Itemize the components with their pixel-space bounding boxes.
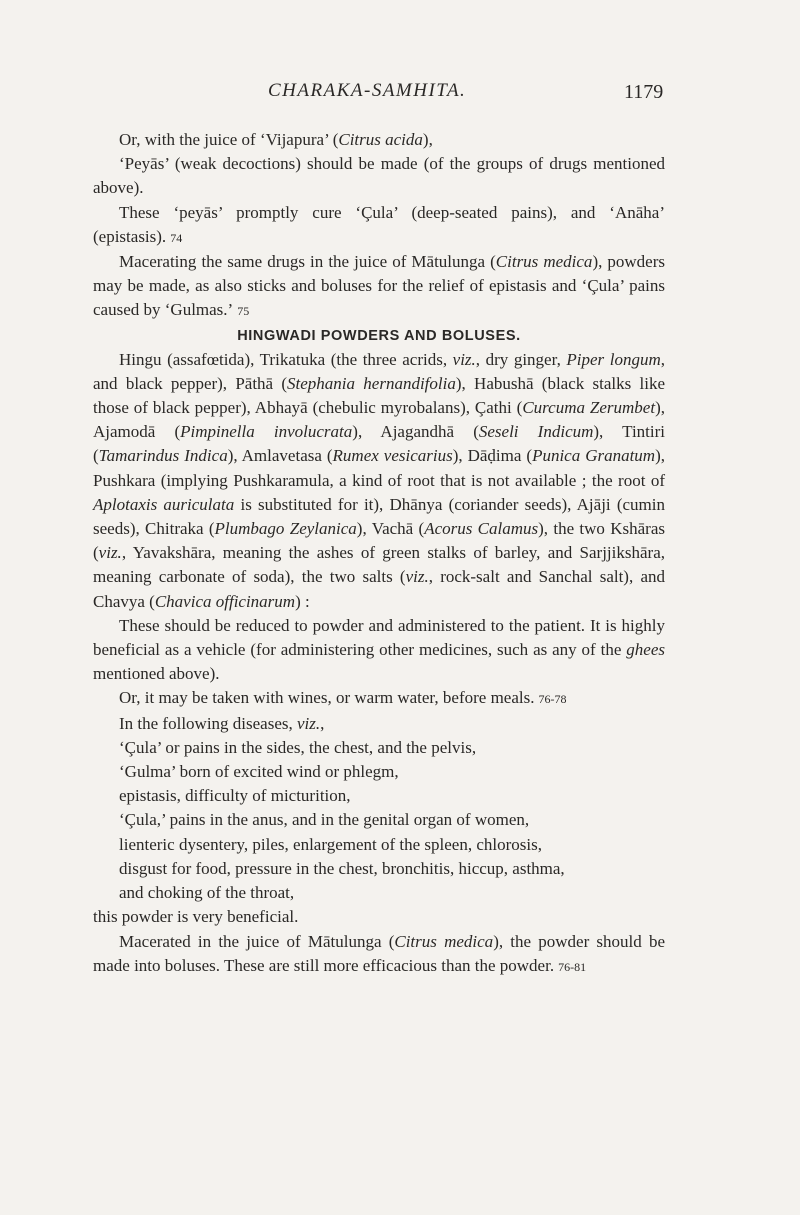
verse-number: 75 bbox=[237, 304, 250, 319]
paragraph: In the following diseases, viz., bbox=[119, 713, 325, 733]
paragraph: Hingu (assafœtida), Trikatuka (the three acrids, viz., dry ginger, Piper longum, and black pepper), Pāthā (Stephania hernandifolia), Habushā (black stalks like those of black pepper), Abhayā (chebulic myrobalans), Çathi (Curcuma Zerumbet), Ajamodā (Pimpinella involucrata), Ajagandhā (Seseli Indicum), Tintiri (Tamarindus Indica), Amlavetasa (Rumex vesicarius), Dāḍima (Punica Granatum), Pushkara (implying Pushkaramula, a kind of root that is not available ; the root of Aplotaxis auriculata is substituted for it), Dhānya (coriander seeds), Ajāji (cumin seeds), Chitraka (Plumbago Zeylanica), Vachā (Acorus Calamus), the two Kshāras (viz., Yavakshāra, meaning the ashes of green stalks of barley, and Sarjjikshāra, meaning carbonate of soda), the two salts (viz., rock-salt and Sanchal salt), and Chavya (Chavica officinarum) : bbox=[93, 349, 666, 611]
verse-line: and choking of the throat, bbox=[119, 883, 295, 903]
page-number: 1179 bbox=[624, 81, 664, 103]
paragraph: Or, with the juice of ‘Vijapura’ (Citrus acida), bbox=[119, 130, 433, 149]
page-header bbox=[0, 80, 800, 110]
verse-line: disgust for food, pressure in the chest, bronchitis, hiccup, asthma, bbox=[119, 858, 565, 878]
verse-line: ‘Çula’ or pains in the sides, the chest, and the pelvis, bbox=[119, 737, 477, 757]
verse-number: 76-78 bbox=[538, 692, 567, 707]
paragraph: Macerating the same drugs in the juice of Mātulunga (Citrus medica), powders may be made, as also sticks and boluses for the relief of epistasis and ‘Çula’ pains caused by ‘Gulmas.’ 75 bbox=[93, 252, 665, 320]
verse-line: ‘Çula,’ pains in the anus, and in the genital organ of women, bbox=[119, 810, 530, 830]
section-heading: HINGWADI POWDERS AND BOLUSES. bbox=[237, 327, 521, 344]
running-title: CHARAKA-SAMHITA. bbox=[268, 80, 467, 101]
verse-number: 76-81 bbox=[558, 959, 587, 974]
page-body bbox=[93, 128, 665, 979]
verse-line: epistasis, difficulty of micturition, bbox=[119, 786, 351, 806]
paragraph: These ‘peyās’ promptly cure ‘Çula’ (deep-seated pains), and ‘Anāha’ (epistasis). 74 bbox=[93, 202, 665, 246]
paragraph: These should be reduced to powder and administered to the patient. It is highly beneficial as a vehicle (for administering other medicines, such as any of the ghees mentioned above). bbox=[93, 615, 665, 684]
paragraph: ‘Peyās’ (weak decoctions) should be made (of the groups of drugs mentioned above). bbox=[93, 154, 665, 198]
verse-number: 74 bbox=[170, 230, 183, 245]
verse-line: lienteric dysentery, piles, enlargement of the spleen, chlorosis, bbox=[119, 834, 542, 854]
verse-end-line: this powder is very beneficial. bbox=[93, 907, 299, 927]
paragraph: Or, it may be taken with wines, or warm water, before meals. 76-78 bbox=[119, 688, 567, 708]
paragraph: Macerated in the juice of Mātulunga (Citrus medica), the powder should be made into boluses. These are still more efficacious than the powder. 76-81 bbox=[93, 931, 665, 975]
verse-line: ‘Gulma’ born of excited wind or phlegm, bbox=[119, 762, 399, 782]
